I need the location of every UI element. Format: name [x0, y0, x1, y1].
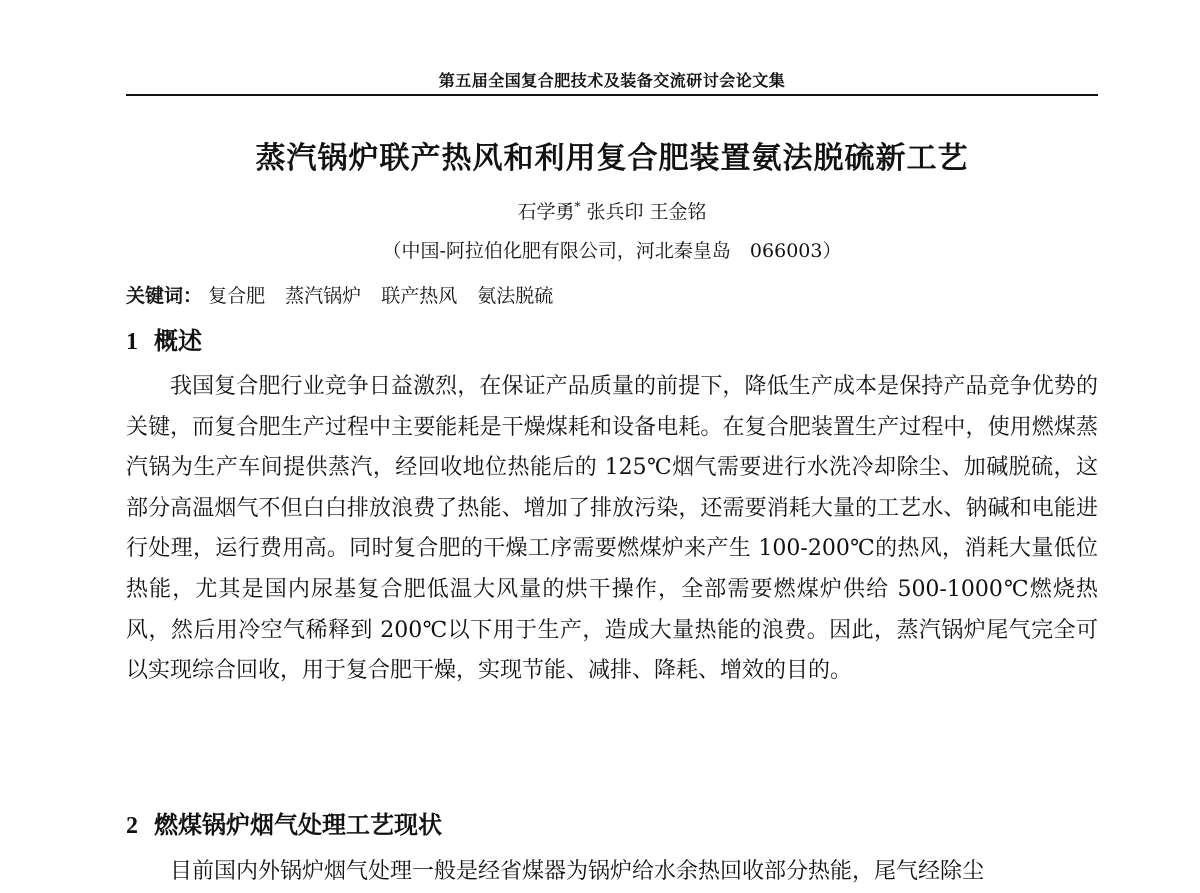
keywords-line: [126, 281, 1098, 308]
section-heading: [126, 805, 1098, 840]
section-paragraph: 我国复合肥行业竞争日益激烈，在保证产品质量的前提下，降低生产成本是保持产品竞争优势的关键，而复合肥生产过程中主要能耗是干燥煤耗和设备电耗。在复合肥装置生产过程中，使用燃煤蒸汽锅为生产车间提供蒸汽，经回收地位热能后的 125℃烟气需要进行水洗冷却除尘、加碱脱硫，这部分高温烟气不但白白排放浪费了热能、增加了排放污染，还需要消耗大量的工艺水、钠碱和电能进行处理，运行费用高。同时复合肥的干燥工序需要燃煤炉来产生 100-200℃的热风，消耗大量低位热能，尤其是国内尿基复合肥低温大风量的烘干操作，全部需要燃煤炉供给 500-1000℃燃烧热风，然后用冷空气稀释到 200℃以下用于生产，造成大量热能的浪费。因此，蒸汽锅炉尾气完全可以实现综合回收，用于复合肥干燥，实现节能、减排、降耗、增效的目的。: [126, 374, 1098, 684]
keyword-item: 氨法脱硫: [477, 285, 554, 307]
running-header: 第五届全国复合肥技术及装备交流研讨会论文集: [438, 71, 786, 90]
keywords-label: 关键词：: [126, 285, 203, 307]
author-list: [126, 197, 1098, 224]
section-heading: [126, 321, 1098, 356]
corresponding-author-marker: *: [574, 199, 581, 214]
section-number: 1: [126, 329, 138, 355]
author-affiliation: （中国-阿拉伯化肥有限公司，河北秦皇岛 066003）: [382, 240, 842, 262]
section-title: 燃煤锅炉烟气处理工艺现状: [154, 811, 442, 839]
keyword-item: 复合肥: [208, 285, 266, 307]
author-others: 张兵印 王金铭: [580, 201, 707, 223]
paper-title: 蒸汽锅炉联产热风和利用复合肥装置氨法脱硫新工艺: [255, 141, 969, 176]
keyword-item: 蒸汽锅炉: [285, 285, 362, 307]
section-title: 概述: [154, 327, 202, 355]
author-primary: 石学勇: [517, 201, 575, 223]
section-number: 2: [126, 813, 138, 839]
header-rule: [126, 94, 1098, 96]
keyword-item: 联产热风: [381, 285, 458, 307]
section-paragraph: 目前国内外锅炉烟气处理一般是经省煤器为锅炉给水余热回收部分热能，尾气经除尘: [170, 859, 985, 884]
